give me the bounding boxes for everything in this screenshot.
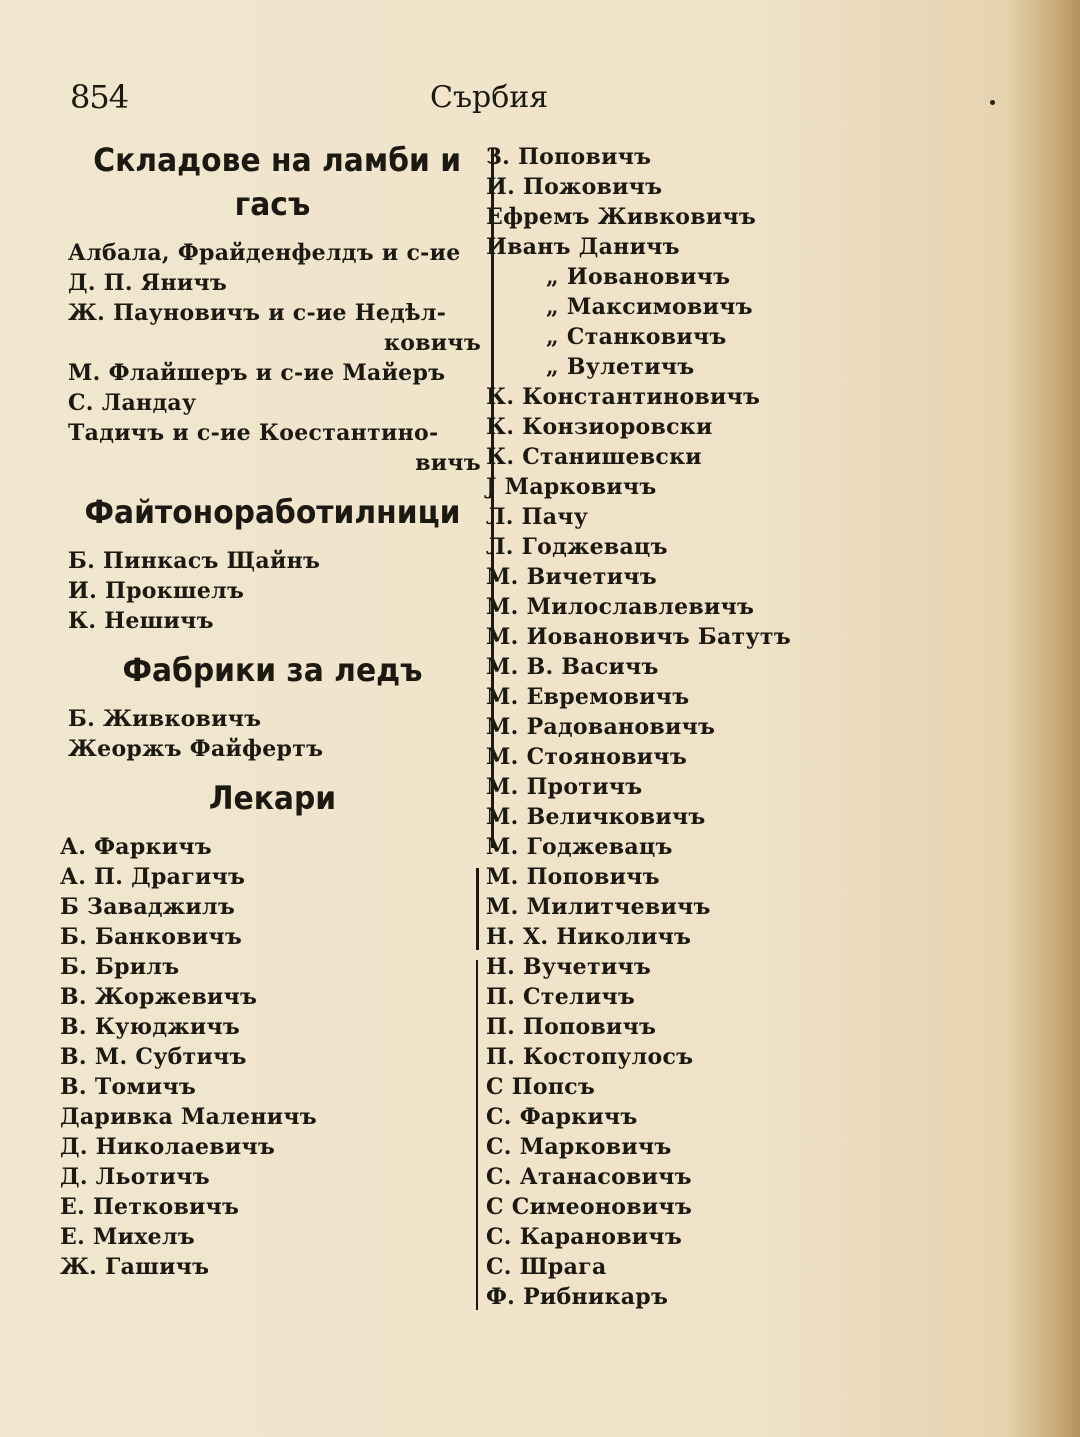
list-item: М. Поповичъ bbox=[486, 864, 660, 890]
list-item: Н. Вучетичъ bbox=[486, 954, 652, 980]
list-item: С Симеоновичъ bbox=[486, 1194, 693, 1220]
list-item: С. Ландау bbox=[68, 390, 197, 416]
list-item: Ж. Гашичъ bbox=[60, 1254, 210, 1280]
list-item-ditto: „ Станковичъ bbox=[546, 324, 727, 350]
list-item: С. Атанасовичъ bbox=[486, 1164, 692, 1190]
list-item: С. Карановичъ bbox=[486, 1224, 682, 1250]
section-heading-lamps-cont: гасъ bbox=[234, 185, 311, 223]
list-item: М. Величковичъ bbox=[486, 804, 706, 830]
left-column bbox=[60, 138, 485, 1282]
list-item: А. Фаркичъ bbox=[60, 834, 212, 860]
list-item: Д. П. Яничъ bbox=[68, 270, 228, 296]
list-item: В. М. Субтичъ bbox=[60, 1044, 247, 1070]
section-heading-ice: Фабрики за ледъ bbox=[122, 651, 423, 689]
list-item: Ефремъ Живковичъ bbox=[486, 204, 757, 230]
list-item: П. Костопулосъ bbox=[486, 1044, 694, 1070]
section-heading-lamps: Складове на ламби и bbox=[93, 141, 462, 179]
list-item: М. Радовановичъ bbox=[486, 714, 716, 740]
list-item: Ж. Пауновичъ и с-ие Недѣл- bbox=[68, 300, 447, 326]
list-item: К. Конзиоровски bbox=[486, 414, 713, 440]
list-item: J Марковичъ bbox=[486, 474, 657, 500]
list-item: Л. Годжевацъ bbox=[486, 534, 668, 560]
list-item: И. Прокшелъ bbox=[68, 578, 245, 604]
list-item-ditto: „ Максимовичъ bbox=[546, 294, 753, 320]
list-item: М. Милитчевичъ bbox=[486, 894, 711, 920]
list-item: М. Вичетичъ bbox=[486, 564, 657, 590]
section-heading-doctors: Лекари bbox=[208, 779, 337, 817]
list-item: Жеоржъ Файфертъ bbox=[68, 736, 324, 762]
page-number: 854 bbox=[70, 78, 129, 116]
list-item: К. Нешичъ bbox=[68, 608, 214, 634]
list-item: М. Годжевацъ bbox=[486, 834, 673, 860]
list-item-ditto: „ Иовановичъ bbox=[546, 264, 731, 290]
list-item: В. Куюджичъ bbox=[60, 1014, 241, 1040]
list-item: Б. Пинкасъ Щайнъ bbox=[68, 548, 321, 574]
list-item: Д. Льотичъ bbox=[60, 1164, 210, 1190]
list-item: Б. Брилъ bbox=[60, 954, 180, 980]
list-item: Тадичъ и с-ие Коестантино- bbox=[68, 420, 439, 446]
list-item-continued: вичъ bbox=[415, 450, 481, 476]
list-item-ditto: „ Вулетичъ bbox=[546, 354, 695, 380]
list-item: Иванъ Даничъ bbox=[486, 234, 680, 260]
list-item: З. Поповичъ bbox=[486, 144, 652, 170]
list-item: С. Шрага bbox=[486, 1254, 607, 1280]
list-item: В. Томичъ bbox=[60, 1074, 197, 1100]
list-item: Даривка Маленичъ bbox=[60, 1104, 317, 1130]
list-item: Б Заваджилъ bbox=[60, 894, 236, 920]
list-item: Е. Петковичъ bbox=[60, 1194, 240, 1220]
list-item: А. П. Драгичъ bbox=[60, 864, 246, 890]
list-item: М. Стояновичъ bbox=[486, 744, 687, 770]
list-item: С. Фаркичъ bbox=[486, 1104, 638, 1130]
list-item: М. Милославлевичъ bbox=[486, 594, 755, 620]
list-item: Ф. Рибникаръ bbox=[486, 1284, 669, 1310]
list-item: С Попсъ bbox=[486, 1074, 596, 1100]
list-item: И. Пожовичъ bbox=[486, 174, 663, 200]
running-head: Сърбия bbox=[430, 80, 549, 115]
list-item-continued: ковичъ bbox=[384, 330, 481, 356]
list-item: М. В. Васичъ bbox=[486, 654, 659, 680]
section-heading-carriage: Файтоноработилници bbox=[84, 493, 461, 531]
list-item: Л. Пачу bbox=[486, 504, 589, 530]
list-item: К. Станишевски bbox=[486, 444, 702, 470]
list-item: С. Марковичъ bbox=[486, 1134, 672, 1160]
list-item: М. Евремовичъ bbox=[486, 684, 690, 710]
list-item: Б. Живковичъ bbox=[68, 706, 262, 732]
list-item: Албала, Фрайденфелдъ и с-ие bbox=[68, 240, 461, 266]
right-column bbox=[486, 142, 806, 1312]
list-item: Н. Х. Николичъ bbox=[486, 924, 692, 950]
list-item: В. Жоржевичъ bbox=[60, 984, 258, 1010]
list-item: Е. Михелъ bbox=[60, 1224, 195, 1250]
list-item: П. Стеличъ bbox=[486, 984, 636, 1010]
list-item: М. Протичъ bbox=[486, 774, 643, 800]
list-item: М. Флайшеръ и с-ие Майеръ bbox=[68, 360, 446, 386]
list-item: Б. Банковичъ bbox=[60, 924, 243, 950]
list-item: Д. Николаевичъ bbox=[60, 1134, 276, 1160]
list-item: К. Константиновичъ bbox=[486, 384, 761, 410]
ink-dot bbox=[990, 100, 995, 105]
list-item: П. Поповичъ bbox=[486, 1014, 657, 1040]
list-item: М. Иовановичъ Батутъ bbox=[486, 624, 791, 650]
